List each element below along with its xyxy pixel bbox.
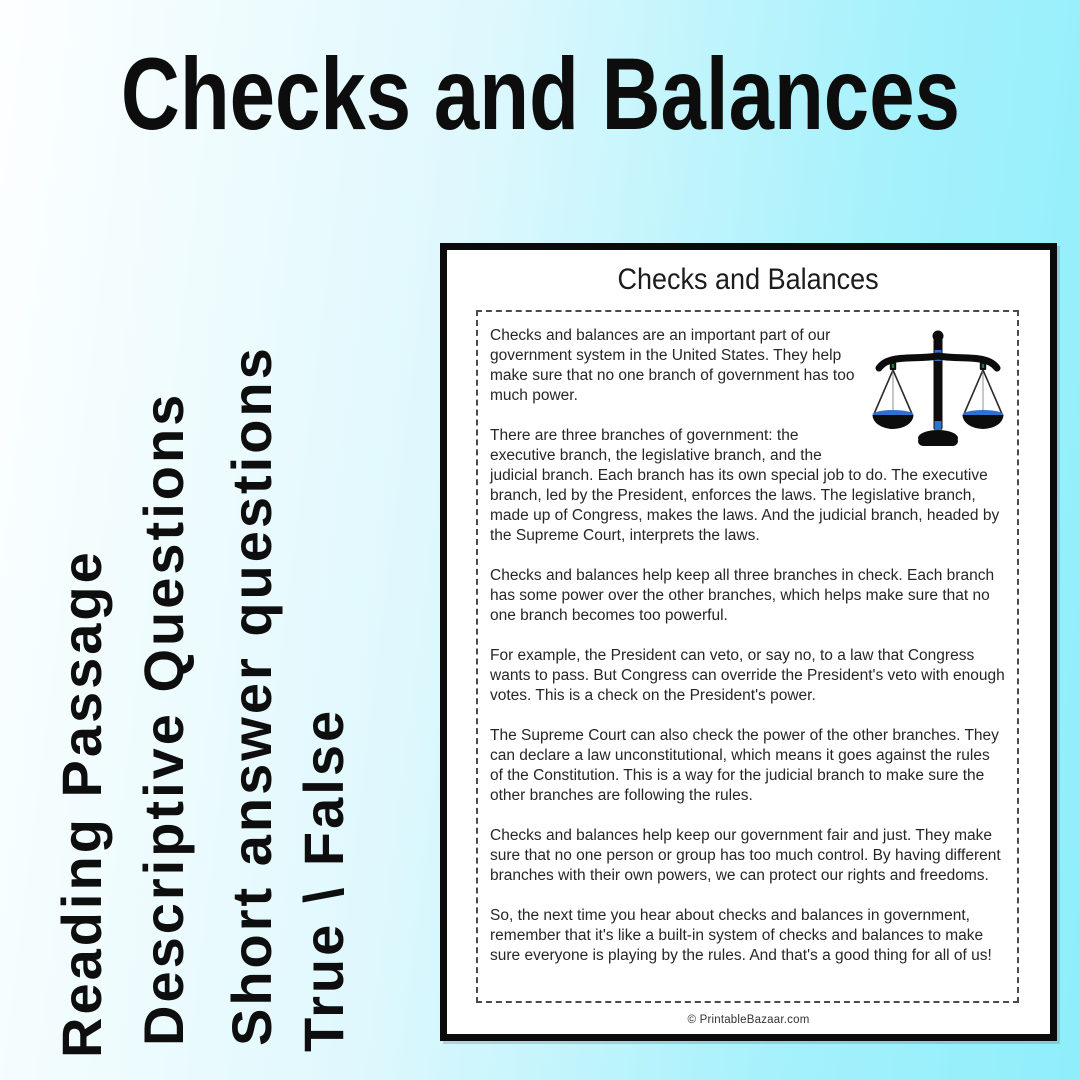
scales-of-justice-icon	[871, 328, 1005, 448]
passage-paragraph-4: For example, the President can veto, or say no, to a law that Congress wants to pass. But Congress can override the President's veto with enough votes. This is a check on the President's power.	[490, 647, 1005, 704]
side-label-short-answer-questions: Short answer questions	[220, 345, 283, 1046]
side-label-descriptive-questions: Descriptive Questions	[132, 391, 195, 1046]
passage-paragraph-2: There are three branches of government: the executive branch, the legislative branch, and the judicial branch. Each branch has its own special job to do. The executive branch, led by the President, enforces the laws. The legislative branch, made up of Congress, makes the laws. And the judicial branch, headed by the Supreme Court, interprets the laws.	[490, 427, 1000, 544]
page-title-text: Checks and Balances	[120, 37, 960, 151]
worksheet-title	[447, 263, 1050, 297]
side-label-reading-passage: Reading Passage	[50, 549, 113, 1058]
passage-paragraph-1: Checks and balances are an important part of our government system in the United States. They help make sure that no one branch of government has too much power.	[490, 327, 855, 404]
copyright-footer: © PrintableBazaar.com	[687, 1014, 810, 1026]
passage-paragraph-6: Checks and balances help keep our government fair and just. They make sure that no one person or group has too much control. By having different branches with their own powers, we can protect our rights and freedoms.	[490, 827, 1001, 884]
worksheet-title-text: Checks and Balances	[617, 263, 880, 296]
page-title	[0, 36, 1080, 153]
passage-paragraph-7: So, the next time you hear about checks and balances in government, remember that it's like a built-in system of checks and balances to make sure everyone is playing by the rules. And that's a good thing for all of us!	[490, 907, 992, 964]
reading-passage-box	[476, 310, 1019, 1003]
passage-paragraph-3: Checks and balances help keep all three branches in check. Each branch has some power over the other branches, which helps make sure that no one branch becomes too powerful.	[490, 567, 995, 624]
worksheet-page-preview	[440, 243, 1057, 1041]
passage-paragraph-5: The Supreme Court can also check the power of the other branches. They can declare a law unconstitutional, which means it goes against the rules of the Constitution. This is a way for the judicial branch to make sure the other branches are following the rules.	[490, 727, 999, 804]
side-label-true-false: True \ False	[292, 707, 355, 1052]
